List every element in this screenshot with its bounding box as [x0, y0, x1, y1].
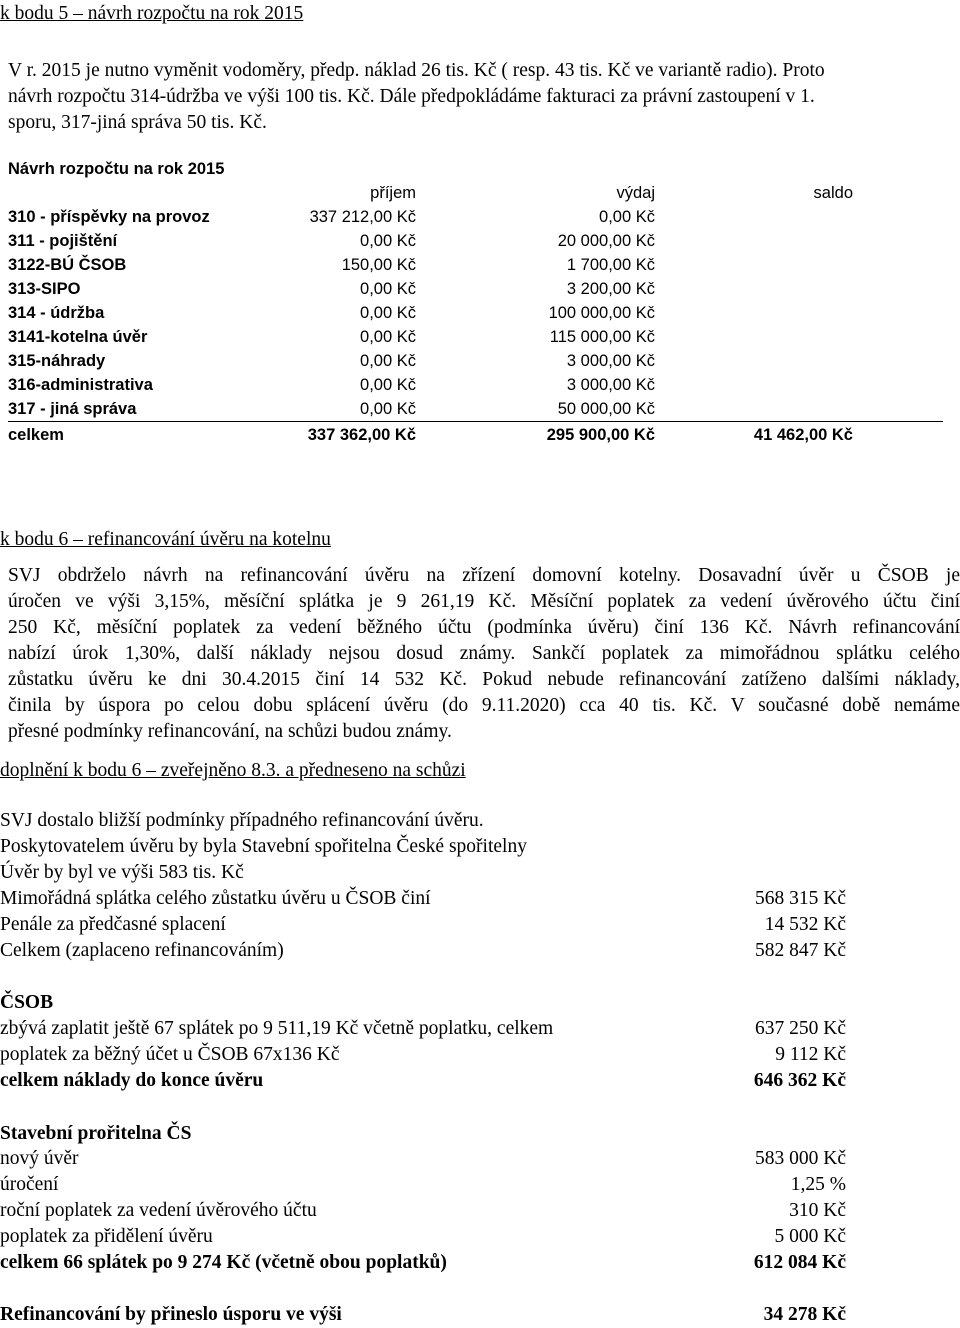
row-expense: 0,00 Kč [599, 208, 655, 226]
total-income: 337 362,00 Kč [307, 426, 416, 444]
list-item [0, 1224, 960, 1250]
stavebni-title: Stavební prořitelna ČS [0, 1123, 192, 1144]
list-item [0, 1172, 960, 1198]
list-item [0, 1016, 960, 1042]
total-expense: 295 900,00 Kč [546, 426, 655, 444]
row-expense: 3 000,00 Kč [566, 352, 655, 370]
item-value: 582 847 Kč [755, 940, 846, 961]
item-value: 14 532 Kč [764, 914, 846, 935]
item-value: 310 Kč [789, 1200, 846, 1221]
stavebni-total [0, 1250, 960, 1276]
row-label: 313-SIPO [8, 280, 81, 298]
item-label: Celkem (zaplaceno refinancováním) [0, 940, 284, 961]
paragraph-line: 250 Kč, měsíční poplatek za vedení běžného účtu (podmínka úvěru) činí 136 Kč. Návrh refinancování [8, 617, 960, 638]
item-value: 568 315 Kč [755, 888, 846, 909]
row-label: 316-administrativa [8, 376, 153, 394]
conclusion-value: 34 278 Kč [763, 1304, 846, 1325]
section5-heading: k bodu 5 – návrh rozpočtu na rok 2015 [0, 3, 304, 24]
paragraph-line: SVJ obdrželo návrh na refinancování úvěru na zřízení domovní kotelny. Dosavadní úvěr u ČSOB je [8, 565, 960, 586]
item-label: úročení [0, 1174, 59, 1195]
paragraph-line: zůstatku úvěru ke dni 30.4.2015 činí 14 532 Kč. Pokud nebude refinancování zatíženo dalšími náklady, [8, 669, 960, 690]
row-expense: 1 700,00 Kč [566, 256, 655, 274]
budget-header-row [8, 184, 943, 206]
item-label: Mimořádná splátka celého zůstatku úvěru u ČSOB činí [0, 888, 431, 909]
row-label: 3141-kotelna úvěr [8, 328, 148, 346]
expense-header: výdaj [616, 184, 655, 202]
row-expense: 115 000,00 Kč [549, 328, 655, 346]
table-row [8, 280, 943, 302]
conclusion-label: Refinancování by přineslo úsporu ve výši [0, 1304, 342, 1325]
table-row [8, 304, 943, 326]
table-row [8, 328, 943, 350]
total-value: 646 362 Kč [753, 1070, 846, 1091]
list-item [0, 1042, 960, 1068]
addendum-line-1: SVJ dostalo bližší podmínky případného refinancování úvěru. [0, 810, 484, 831]
item-label: poplatek za přidělení úvěru [0, 1226, 213, 1247]
table-row [8, 256, 943, 278]
row-income: 0,00 Kč [360, 232, 416, 250]
item-value: 637 250 Kč [755, 1018, 846, 1039]
row-income: 0,00 Kč [360, 400, 416, 418]
row-label: 317 - jiná správa [8, 400, 137, 418]
section6-heading: k bodu 6 – refinancování úvěru na kotelnu [0, 529, 331, 550]
section5-line-1: V r. 2015 je nutno vyměnit vodoměry, předp. náklad 26 tis. Kč ( resp. 43 tis. Kč ve variantě radio). Proto [8, 60, 825, 81]
list-item [0, 938, 960, 964]
item-value: 9 112 Kč [775, 1044, 846, 1065]
balance-header: saldo [813, 184, 853, 202]
table-row [8, 208, 943, 230]
total-label: celkem [8, 426, 64, 444]
table-row [8, 232, 943, 254]
addendum-line-3: Úvěr by byl ve výši 583 tis. Kč [0, 862, 244, 883]
list-item [0, 1198, 960, 1224]
item-label: nový úvěr [0, 1148, 79, 1169]
row-label: 314 - údržba [8, 304, 105, 322]
item-label: roční poplatek za vedení úvěrového účtu [0, 1200, 317, 1221]
item-label: Penále za předčasné splacení [0, 914, 226, 935]
row-income: 0,00 Kč [360, 376, 416, 394]
row-expense: 50 000,00 Kč [557, 400, 655, 418]
row-income: 0,00 Kč [360, 328, 416, 346]
paragraph-line: úročen ve výši 3,15%, měsíční splátka je 9 261,19 Kč. Měsíční poplatek za vedení úvěrového účtu činí [8, 591, 960, 612]
total-value: 612 084 Kč [753, 1252, 846, 1273]
section5-line-3: sporu, 317-jiná správa 50 tis. Kč. [8, 112, 267, 133]
section6-paragraph [8, 563, 960, 745]
row-income: 150,00 Kč [341, 256, 416, 274]
row-expense: 3 000,00 Kč [566, 376, 655, 394]
row-income: 0,00 Kč [360, 352, 416, 370]
row-expense: 3 200,00 Kč [566, 280, 655, 298]
csob-total [0, 1068, 960, 1094]
row-expense: 100 000,00 Kč [548, 304, 655, 322]
csob-title: ČSOB [0, 992, 54, 1013]
income-header: příjem [370, 184, 416, 202]
total-label: celkem náklady do konce úvěru [0, 1070, 264, 1091]
item-label: zbývá zaplatit ještě 67 splátek po 9 511,19 Kč včetně poplatku, celkem [0, 1018, 554, 1039]
row-label: 3122-BÚ ČSOB [8, 256, 127, 274]
list-item [0, 912, 960, 938]
list-item [0, 1146, 960, 1172]
conclusion-row [0, 1302, 960, 1328]
paragraph-line: přesné podmínky refinancování, na schůzi budou známy. [8, 721, 452, 742]
table-row [8, 352, 943, 374]
paragraph-line: činila by úspora po celou dobu splácení úvěru (do 9.11.2020) cca 40 tis. Kč. V současné době nemáme [8, 695, 960, 716]
item-value: 5 000 Kč [774, 1226, 846, 1247]
section5-line-2: návrh rozpočtu 314-údržba ve výši 100 tis. Kč. Dále předpokládáme fakturaci za právní zastoupení v 1. [8, 86, 815, 107]
addendum-heading: doplnění k bodu 6 – zveřejněno 8.3. a předneseno na schůzi [0, 760, 466, 781]
budget-title: Návrh rozpočtu na rok 2015 [8, 160, 225, 178]
item-value: 583 000 Kč [755, 1148, 846, 1169]
row-income: 337 212,00 Kč [309, 208, 416, 226]
row-label: 315-náhrady [8, 352, 106, 370]
row-expense: 20 000,00 Kč [557, 232, 655, 250]
table-row [8, 400, 943, 422]
item-value: 1,25 % [790, 1174, 846, 1195]
addendum-line-2: Poskytovatelem úvěru by byla Stavební spořitelna České spořitelny [0, 836, 527, 857]
paragraph-line: nabízí úrok 1,30%, další náklady nejsou dosud známy. Sankčí poplatek za mimořádnou splátku celého [8, 643, 960, 664]
table-row [8, 376, 943, 398]
item-label: poplatek za běžný účet u ČSOB 67x136 Kč [0, 1044, 340, 1065]
row-income: 0,00 Kč [360, 304, 416, 322]
list-item [0, 886, 960, 912]
total-label: celkem 66 splátek po 9 274 Kč (včetně obou poplatků) [0, 1252, 447, 1273]
total-row [8, 426, 943, 448]
total-divider [8, 421, 943, 422]
total-balance: 41 462,00 Kč [753, 426, 853, 444]
row-label: 310 - příspěvky na provoz [8, 208, 210, 226]
row-label: 311 - pojištění [8, 232, 118, 250]
row-income: 0,00 Kč [360, 280, 416, 298]
